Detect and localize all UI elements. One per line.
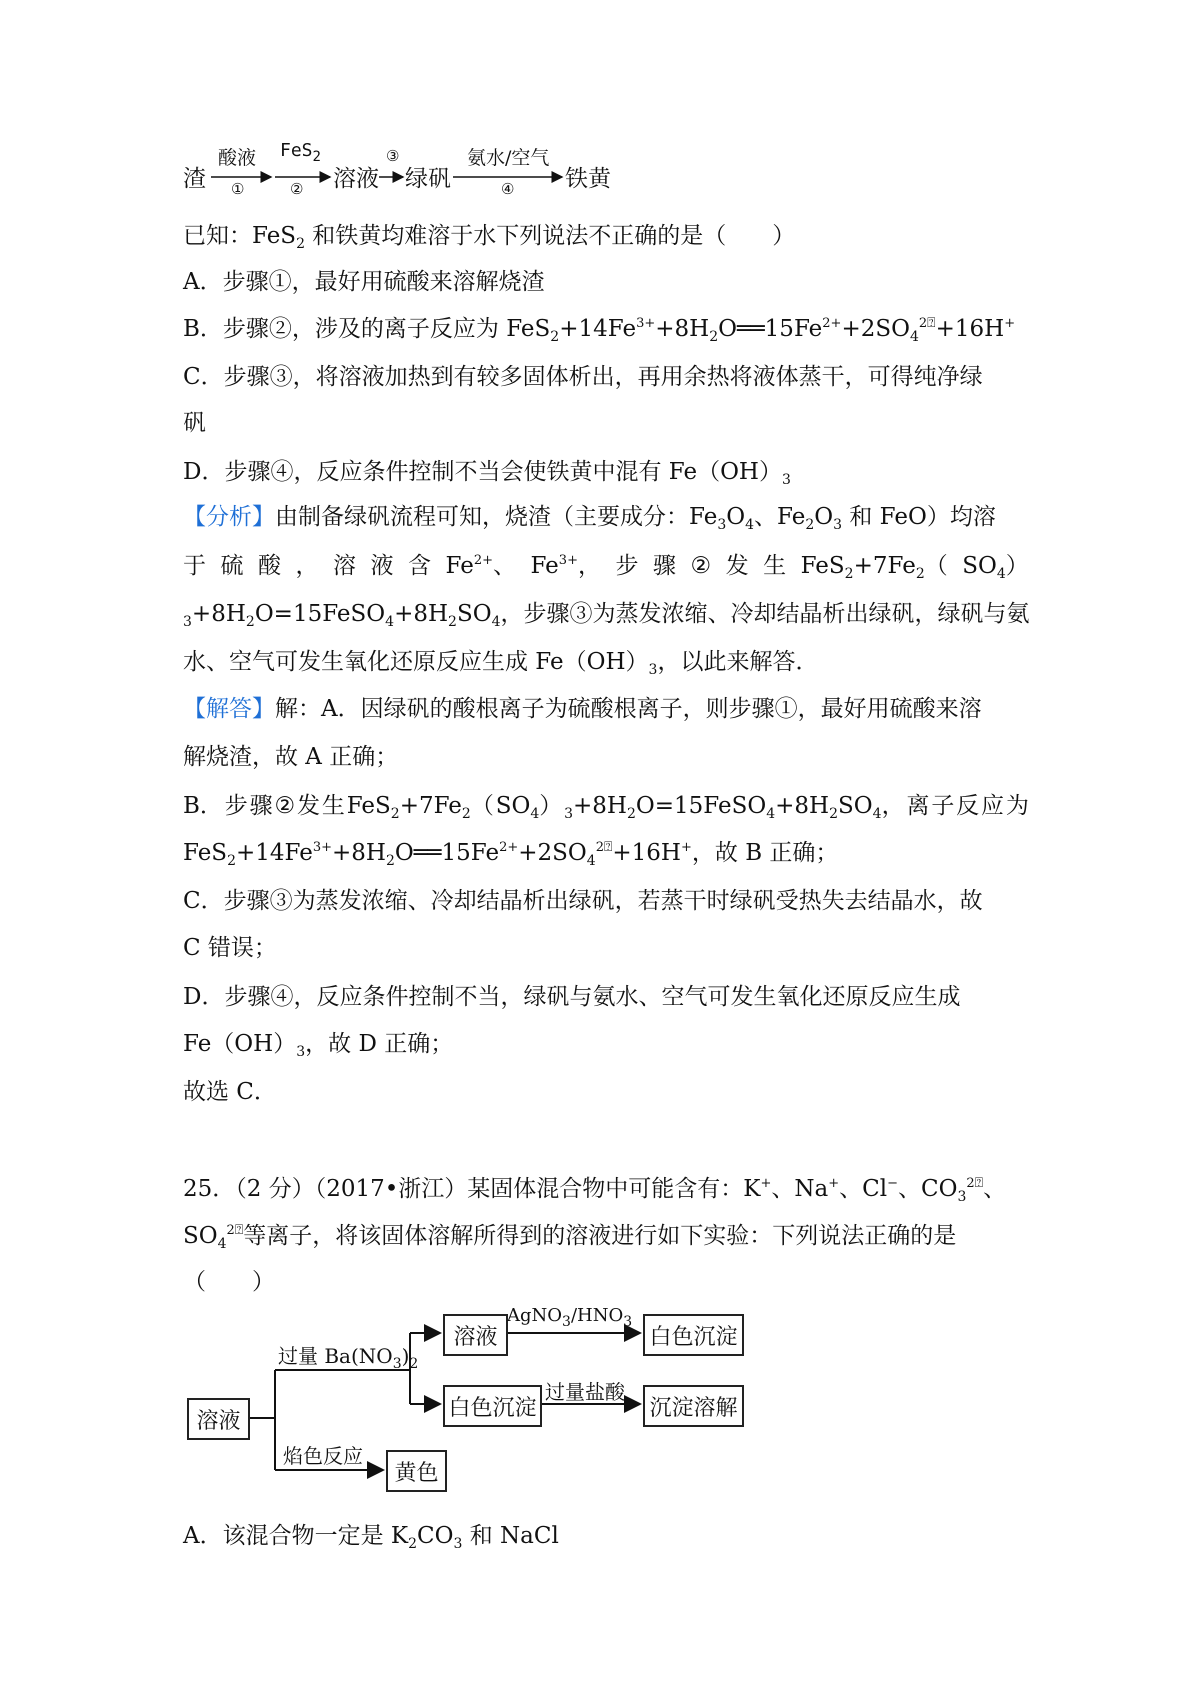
- answer-line3: B． 步 骤 ② 发 生 $FeS_2+7Fe_2$（ $SO_4$） $_3+8H_2O=15FeSO_4+8H_2SO_4$， 离 子 反 应 为: [183, 793, 1029, 822]
- q25-option-a: A．该混合物一定是 $K_2CO_3$ 和 NaCl: [183, 1523, 559, 1552]
- flow-green-vitriol: 绿矾: [405, 166, 451, 192]
- diagram-flame-result-box: 黄色: [386, 1450, 447, 1492]
- q25-line1: 25．（2 分）（2017•浙江）某固体混合物中可能含有：K+、Na+、Cl−、$CO_3^{2⍰}$、: [183, 1175, 1007, 1205]
- flow-arrows: [183, 138, 623, 198]
- answer-line4: $FeS_2+14Fe^{3+}+8H_2O══15Fe^{2+}+2SO_4^{2⍰}+16H^+$，故 B 正确；: [183, 839, 839, 869]
- flow-step2-reagent: FeS$_2$: [280, 140, 321, 165]
- flow-solution: 溶液: [333, 166, 379, 192]
- flow-step4-num: ④: [501, 180, 515, 198]
- answer-line9: 故选 C．: [183, 1079, 277, 1105]
- flow-step2-num: ②: [290, 180, 304, 198]
- known-line: 已知：FeS$_2$ 和铁黄均难溶于水下列说法不正确的是（ ）: [183, 223, 796, 252]
- answer-line7: D．步骤④，反应条件控制不当，绿矾与氨水、空气可发生氧化还原反应生成: [183, 984, 961, 1010]
- diagram-reagent3-label: 过量盐酸: [545, 1380, 625, 1404]
- option-c-line2: 矾: [183, 410, 206, 436]
- flow-step4-reagent: 氨水/空气: [467, 147, 550, 169]
- diagram-reagent1-label: 过量 $Ba(NO_3)_2$: [278, 1344, 419, 1372]
- diagram-reagent2-label: $AgNO_3/HNO_3$: [507, 1305, 633, 1330]
- answer-tag: 【解答】: [183, 696, 275, 722]
- diagram-filtrate-box: 溶液: [443, 1314, 508, 1356]
- analysis-line1: 【分析】由制备绿矾流程可知，烧渣（主要成分：$Fe_3O_4$、$Fe_2O_3$ 和 FeO）均溶: [183, 504, 996, 533]
- q25-line3: （ ）: [183, 1269, 275, 1295]
- flow-start: 渣: [183, 166, 206, 192]
- q25-line2: $SO_4^{2⍰}$等离子，将该固体溶解所得到的溶液进行如下实验：下列说法正确的是: [183, 1222, 957, 1252]
- answer-line8: $Fe(OH)_3$，故 D 正确；: [183, 1031, 454, 1060]
- analysis-line4: 水、空气可发生氧化还原反应生成 $Fe(OH)_3$，以此来解答．: [183, 649, 819, 678]
- diagram-precipitate-box: 白色沉淀: [443, 1385, 542, 1427]
- diagram-result1-box: 白色沉淀: [643, 1314, 744, 1356]
- flow-scheme: [183, 138, 623, 198]
- answer-line1: 【解答】解：A．因绿矾的酸根离子为硫酸根离子，则步骤①，最好用硫酸来溶: [183, 696, 982, 722]
- option-b: B．步骤②，涉及的离子反应为 $FeS_2+14Fe^{3+}+8H_2O══15Fe^{2+}+2SO_4^{2⍰}+16H^+$: [183, 315, 1016, 345]
- answer-line2: 解烧渣，故 A 正确；: [183, 744, 399, 770]
- option-c-line1: C．步骤③，将溶液加热到有较多固体析出，再用余热将液体蒸干，可得纯净绿: [183, 364, 983, 390]
- flow-step3-num: ③: [386, 147, 400, 165]
- diagram-start-box: 溶液: [187, 1398, 250, 1440]
- diagram-result2-box: 沉淀溶解: [643, 1385, 744, 1427]
- flow-step1-num: ①: [231, 180, 245, 198]
- analysis-line2: 于 硫 酸 ， 溶 液 含 $Fe^{2+}$、 $Fe^{3+}$， 步 骤 ② 发 生 $FeS_2+7Fe_2$（ $SO_4$）: [183, 553, 1029, 582]
- answer-line5: C．步骤③为蒸发浓缩、冷却结晶析出绿矾，若蒸干时绿矾受热失去结晶水，故: [183, 888, 983, 914]
- option-a: A．步骤①，最好用硫酸来溶解烧渣: [183, 269, 545, 295]
- flow-step1-reagent: 酸液: [218, 147, 257, 169]
- option-d: D．步骤④，反应条件控制不当会使铁黄中混有 $Fe(OH)_3$: [183, 459, 791, 488]
- diagram-flame-test-label: 焰色反应: [283, 1444, 363, 1468]
- answer-line6: C 错误；: [183, 935, 277, 961]
- analysis-line3: $_3+8H_2O=15FeSO_4+8H_2SO_4$，步骤③为蒸发浓缩、冷却结晶析出绿矾，绿矾与氨: [183, 601, 1030, 630]
- analysis-tag: 【分析】: [183, 504, 275, 530]
- flow-end: 铁黄: [565, 166, 611, 192]
